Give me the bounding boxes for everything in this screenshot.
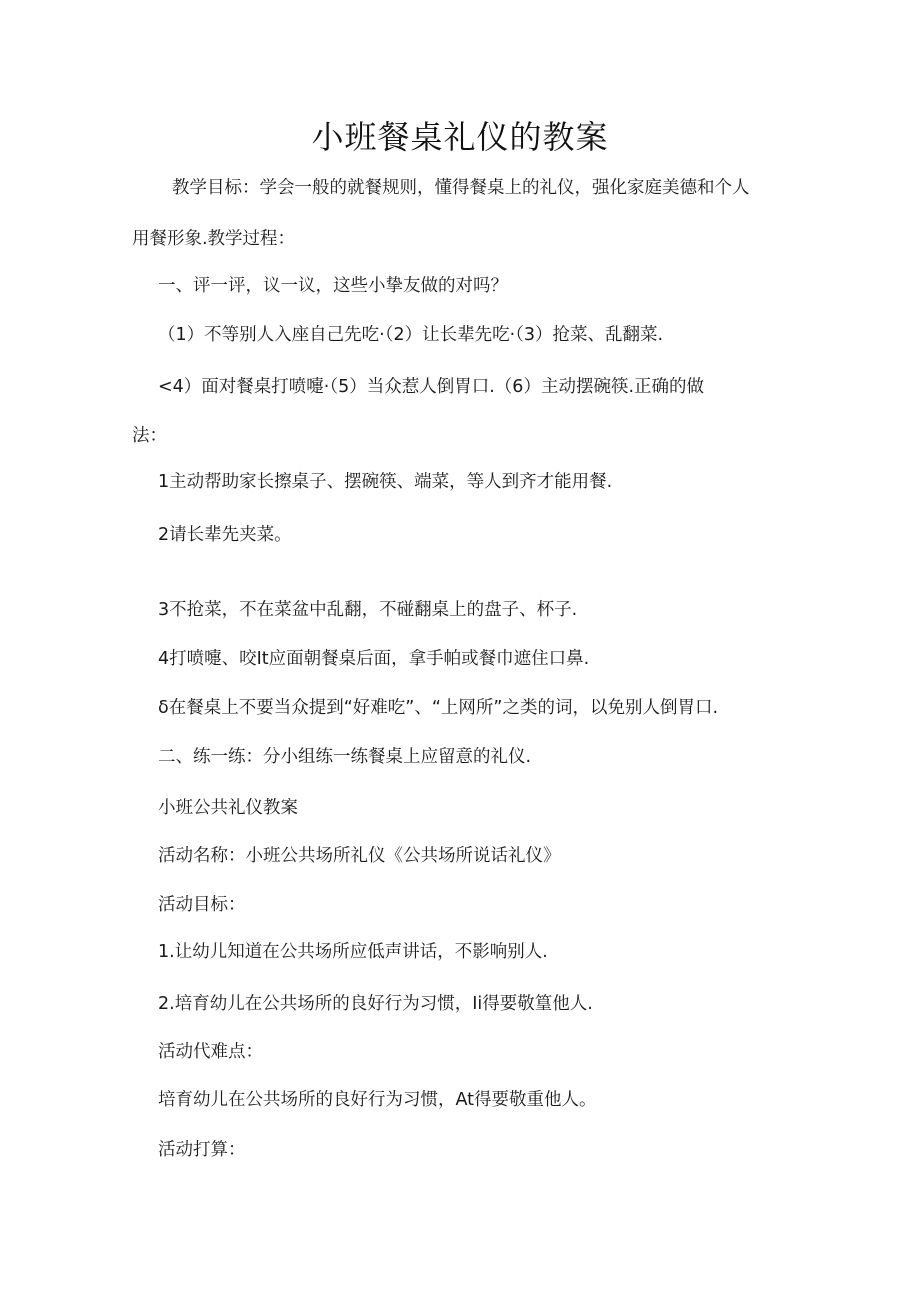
text-line: 1主动帮助家长擦桌子、摆碗筷、端菜，等人到齐才能用餐. [158, 472, 613, 492]
text-line: 培育幼儿在公共场所的良好行为习惯，At得要敬重他人。 [158, 1090, 597, 1110]
text-line: δ在餐桌上不要当众提到“好难吃”、“上网所”之类的词，以免别人倒胃口. [158, 698, 719, 718]
text-line: 活动代难点： [158, 1042, 263, 1062]
text-line: <4）面对餐桌打喷嚏·（5）当众惹人倒胃口.（6）主动摆碗筷.正确的做 [158, 377, 705, 397]
text-line: 教学目标：学会一般的就餐规则，懂得餐桌上的礼仪，强化家庭美德和个人 [172, 178, 750, 198]
text-line: 活动目标： [158, 895, 246, 915]
text-line: 二、练一练：分小组练一练餐桌上应留意的礼仪. [158, 747, 532, 767]
document-title: 小班餐桌礼仪的教案 [311, 118, 609, 156]
text-line: 法： [132, 426, 167, 446]
text-line: 2请长辈先夹菜。 [158, 525, 292, 545]
text-line: 活动名称：小班公共场所礼仪《公共场所说话礼仪》 [158, 846, 561, 866]
text-line: 小班公共礼仪教案 [158, 798, 298, 818]
text-line: （1）不等别人入座自己先吃·（2）让长辈先吃·（3）抢菜、乱翻菜. [158, 325, 664, 345]
text-line: 3不抢菜，不在菜盆中乱翻，不碰翻桌上的盘子、杯子. [158, 600, 578, 620]
text-line: 一、评一评，议一议，这些小挚友做的对吗？ [158, 276, 508, 296]
text-line: 用餐形象.教学过程： [132, 229, 296, 249]
text-line: 1.让幼儿知道在公共场所应低声讲话，不影响别人. [158, 942, 548, 962]
text-line: 活动打算： [158, 1140, 246, 1160]
text-line: 4打喷嚏、咬It应面朝餐桌后面，拿手帕或餐巾遮住口鼻. [158, 649, 590, 669]
text-line: 2.培育幼儿在公共场所的良好行为习惯，Ii得要敬篁他人. [158, 994, 593, 1014]
